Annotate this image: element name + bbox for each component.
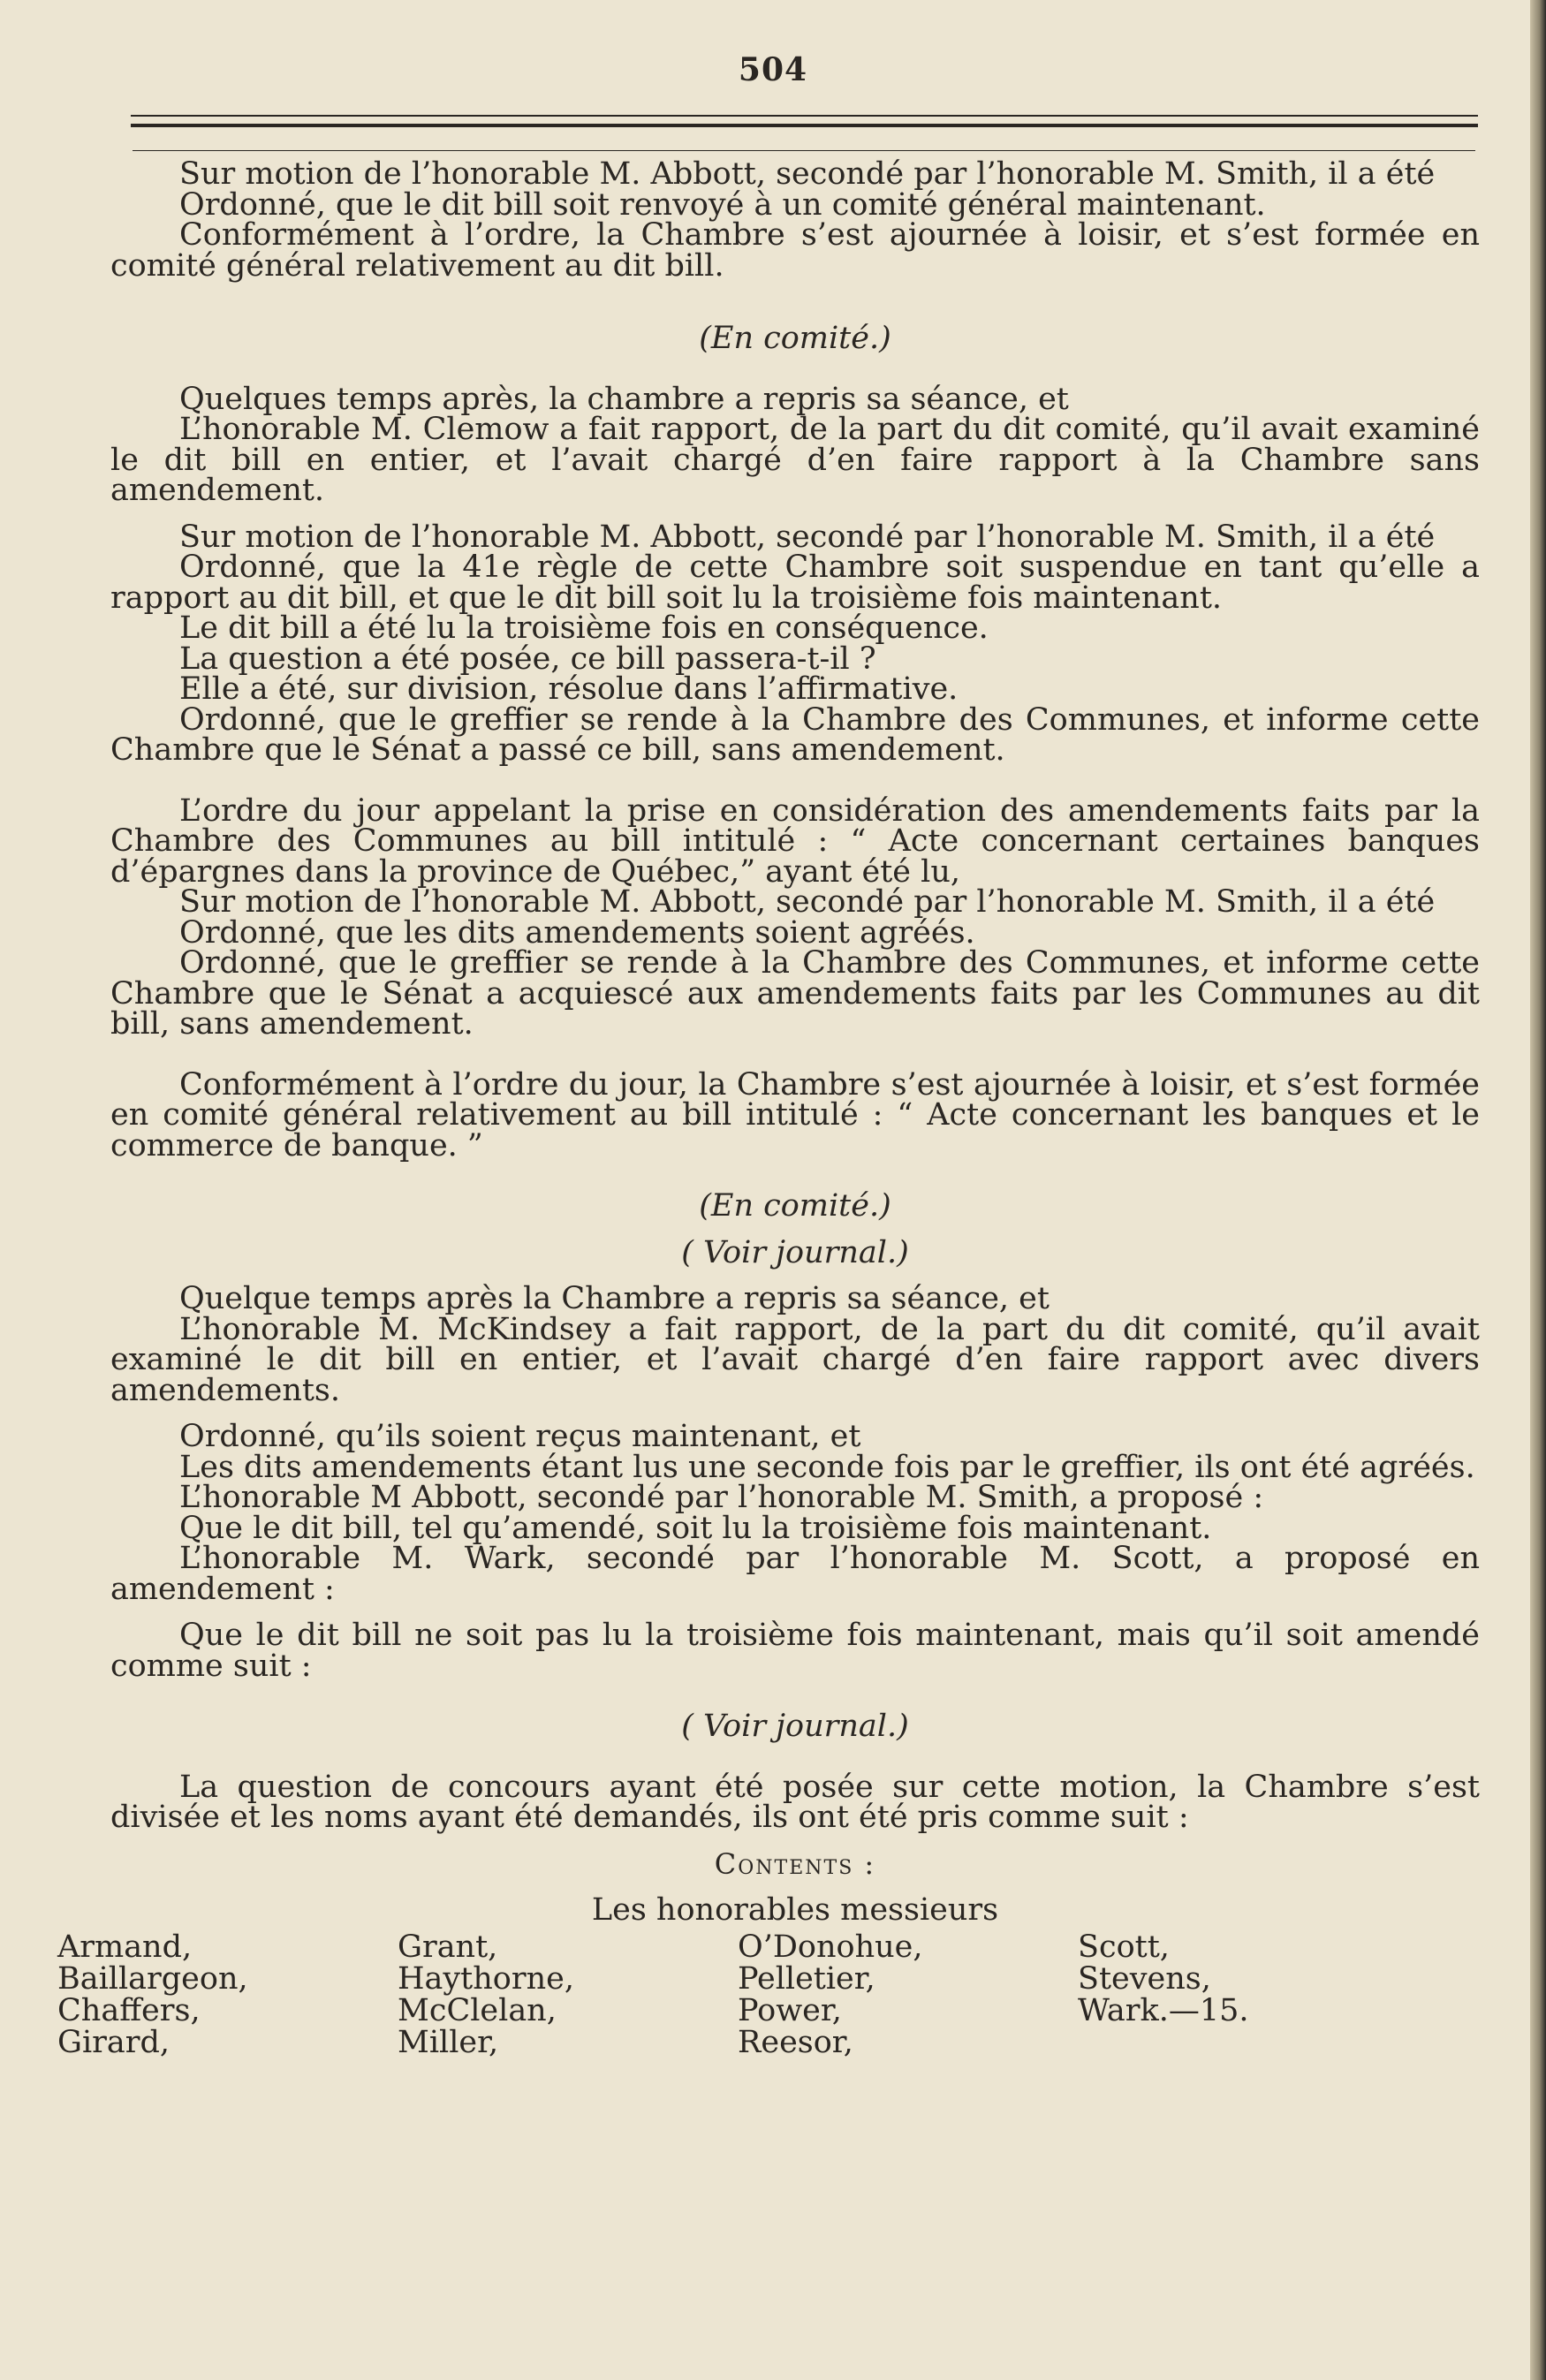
- names-column-4: [1078, 1931, 1418, 2058]
- paragraph: L’honorable M. Clemow a fait rapport, de la part du dit comité, qu’il avait examiné le dit bill en entier, et l’avait chargé d’en faire rapport à la Chambre sans amendement.: [110, 412, 1480, 508]
- name-entry: Grant,: [398, 1929, 498, 1965]
- contents-label: Contents :: [714, 1846, 876, 1881]
- paragraph: Le dit bill a été lu la troisième fois en conséquence.: [179, 610, 989, 646]
- name-entry: Pelletier,: [738, 1960, 875, 1997]
- paragraph: L’honorable M Abbott, secondé par l’honorable M. Smith, a proposé :: [179, 1480, 1264, 1515]
- section-heading-en-comite: (En comité.): [699, 1188, 891, 1224]
- name-entry: McClelan,: [398, 1992, 557, 2028]
- paragraph: Elle a été, sur division, résolue dans l’affirmative.: [179, 671, 959, 707]
- name-entry: Stevens,: [1078, 1960, 1211, 1997]
- header-rule-thin: [133, 150, 1475, 151]
- name-entry: Haythorne,: [398, 1960, 574, 1997]
- paragraph: Sur motion de l’honorable M. Abbott, secondé par l’honorable M. Smith, il a été: [179, 884, 1436, 920]
- name-entry: Chaffers,: [57, 1992, 201, 2028]
- paragraph: L’honorable M. McKindsey a fait rapport, de la part du dit comité, qu’il avait examiné le dit bill en entier, et l’avait chargé d’en faire rapport avec divers amendements.: [110, 1311, 1480, 1408]
- paragraph: Conformément à l’ordre, la Chambre s’est ajournée à loisir, et s’est formée en comité général relativement au dit bill.: [110, 217, 1480, 284]
- paragraph: Ordonné, qu’ils soient reçus maintenant, et: [179, 1419, 861, 1454]
- paragraph: Quelques temps après, la chambre a repris sa séance, et: [179, 381, 1069, 417]
- name-entry: Wark.—15.: [1078, 1992, 1249, 2028]
- paragraph: La question de concours ayant été posée sur cette motion, la Chambre s’est divisée et les noms ayant été demandés, ils ont été pris comme suit :: [110, 1769, 1480, 1835]
- page-number: 504: [738, 51, 808, 88]
- section-heading-voir-journal: ( Voir journal.): [681, 1234, 909, 1270]
- header-rule: [131, 115, 1478, 117]
- paragraph: Ordonné, que le greffier se rende à la Chambre des Communes, et informe cette Chambre que le Sénat a passé ce bill, sans amendement.: [110, 701, 1480, 768]
- header-rule-thick: [131, 124, 1478, 127]
- names-column-3: [738, 1931, 1078, 2058]
- paragraph: Ordonné, que le dit bill soit renvoyé à un comité général maintenant.: [179, 186, 1266, 223]
- name-entry: Reesor,: [738, 2024, 853, 2060]
- paragraph: Conformément à l’ordre du jour, la Chambre s’est ajournée à loisir, et s’est formée en comité général relativement au bill intitulé : “ Acte concernant les banques et le commerce de banque. ”: [110, 1066, 1480, 1163]
- honorables-label: Les honorables messieurs: [591, 1892, 999, 1928]
- names-column-2: [398, 1931, 738, 2058]
- section-heading-voir-journal: ( Voir journal.): [681, 1709, 909, 1744]
- paragraph: Quelque temps après la Chambre a repris sa séance, et: [179, 1281, 1050, 1316]
- paragraph: La question a été posée, ce bill passera-t-il ?: [179, 640, 876, 677]
- paragraph: Les dits amendements étant lus une seconde fois par le greffier, ils ont été agréés.: [179, 1449, 1475, 1485]
- paragraph: Que le dit bill, tel qu’amendé, soit lu la troisième fois maintenant.: [179, 1510, 1212, 1546]
- paragraph: Ordonné, que le greffier se rende à la Chambre des Communes, et informe cette Chambre que le Sénat a acquiescé aux amendements faits par les Communes au dit bill, sans amendement.: [110, 945, 1480, 1042]
- paragraph: Que le dit bill ne soit pas lu la troisième fois maintenant, mais qu’il soit amendé comme suit :: [110, 1618, 1480, 1684]
- name-entry: Scott,: [1078, 1929, 1170, 1965]
- names-column-1: [57, 1931, 398, 2058]
- paragraph: Ordonné, que les dits amendements soient agréés.: [179, 914, 975, 951]
- name-entry: Baillargeon,: [57, 1960, 248, 1997]
- paragraph: Sur motion de l’honorable M. Abbott, secondé par l’honorable M. Smith, il a été: [179, 156, 1436, 192]
- paragraph: Sur motion de l’honorable M. Abbott, secondé par l’honorable M. Smith, il a été: [179, 519, 1436, 555]
- paragraph: L’ordre du jour appelant la prise en considération des amendements faits par la Chambre des Communes au bill intitulé : “ Acte concernant certaines banques d’épargnes dans la province de Québec,” ayant été lu,: [110, 792, 1480, 890]
- name-entry: Miller,: [398, 2024, 499, 2060]
- name-entry: Girard,: [57, 2024, 171, 2060]
- binding-edge: [1530, 0, 1546, 2380]
- vote-names-table: [57, 1931, 1480, 2058]
- name-entry: Power,: [738, 1992, 842, 2028]
- name-entry: Armand,: [57, 1929, 193, 1965]
- name-entry: O’Donohue,: [738, 1929, 923, 1965]
- paragraph: Ordonné, que la 41e règle de cette Chambre soit suspendue en tant qu’elle a rapport au dit bill, et que le dit bill soit lu la troisième fois maintenant.: [110, 550, 1480, 616]
- paragraph: L’honorable M. Wark, secondé par l’honorable M. Scott, a proposé en amendement :: [110, 1541, 1480, 1607]
- section-heading-en-comite: (En comité.): [699, 321, 891, 356]
- document-body: [57, 156, 1480, 2060]
